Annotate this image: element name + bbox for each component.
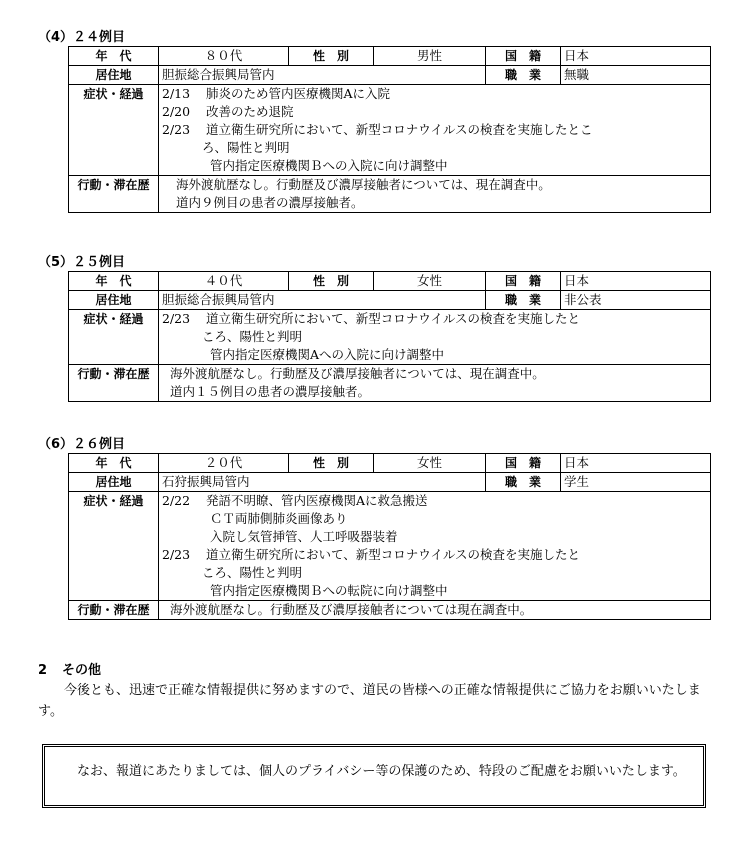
- symptoms-course: [159, 85, 711, 176]
- history-line: 海外渡航歴なし。行動歴及び濃厚接触者については、現在調査中。: [176, 177, 551, 192]
- age-value: ２０代: [159, 454, 289, 473]
- history-value: [159, 176, 711, 213]
- course-line: 2/23 道立衛生研究所において、新型コロナウイルスの検査を実施したとこ: [162, 122, 593, 137]
- residence-label: 居住地: [69, 66, 159, 85]
- history-line: 海外渡航歴なし。行動歴及び濃厚接触者については現在調査中。: [170, 602, 533, 617]
- sex-label: 性 別: [289, 272, 374, 291]
- nationality-value: 日本: [561, 454, 711, 473]
- residence-value: 胆振総合振興局管内: [159, 291, 486, 310]
- nationality-value: 日本: [561, 47, 711, 66]
- course-line: ろ、陽性と判明: [202, 140, 290, 155]
- case-title: （4）２４例目: [38, 30, 126, 45]
- symptoms-label: 症状・経過: [69, 310, 159, 365]
- section-heading: [38, 659, 101, 678]
- course-line: 2/13 肺炎のため管内医療機関Aに入院: [162, 86, 391, 101]
- history-line: 道内１５例目の患者の濃厚接触者。: [170, 384, 371, 399]
- symptoms-label: 症状・経過: [69, 85, 159, 176]
- notice-box: なお、報道にあたりましては、個人のプライバシー等の保護のため、特段のご配慮をお願いいたします。: [42, 744, 706, 808]
- sex-value: 女性: [374, 272, 486, 291]
- nationality-label: 国 籍: [486, 272, 561, 291]
- history-line: 海外渡航歴なし。行動歴及び濃厚接触者については、現在調査中。: [170, 366, 545, 381]
- age-label: 年 代: [69, 454, 159, 473]
- sex-label: 性 別: [289, 47, 374, 66]
- section-paragraph: 今後とも、迅速で正確な情報提供に努めますので、道民の皆様への正確な情報提供にご協力をお願いいたします。: [38, 683, 701, 719]
- residence-label: 居住地: [69, 473, 159, 492]
- course-line: 管内指定医療機関Aへの入院に向け調整中: [210, 347, 445, 362]
- residence-label: 居住地: [69, 291, 159, 310]
- history-line: 道内９例目の患者の濃厚接触者。: [176, 195, 364, 210]
- history-label: 行動・滞在歴: [69, 176, 159, 213]
- occupation-value: 無職: [561, 66, 711, 85]
- course-line: 管内指定医療機関Ｂへの転院に向け調整中: [210, 583, 448, 598]
- occupation-label: 職 業: [486, 66, 561, 85]
- age-value: ８０代: [159, 47, 289, 66]
- sex-label: 性 別: [289, 454, 374, 473]
- course-line: 2/23 道立衛生研究所において、新型コロナウイルスの検査を実施したと: [162, 311, 581, 326]
- history-label: 行動・滞在歴: [69, 601, 159, 620]
- case-table: [68, 271, 711, 402]
- nationality-label: 国 籍: [486, 47, 561, 66]
- history-value: [159, 601, 711, 620]
- history-value: [159, 365, 711, 402]
- occupation-value: 学生: [561, 473, 711, 492]
- course-line: 入院し気管挿管、人工呼吸器装着: [210, 529, 398, 544]
- course-line: 2/22 発語不明瞭、管内医療機関Aに救急搬送: [162, 493, 428, 508]
- age-label: 年 代: [69, 272, 159, 291]
- age-label: 年 代: [69, 47, 159, 66]
- residence-value: 胆振総合振興局管内: [159, 66, 486, 85]
- case-24: [38, 30, 710, 213]
- course-line: ころ、陽性と判明: [202, 565, 303, 580]
- symptoms-label: 症状・経過: [69, 492, 159, 601]
- course-line: 管内指定医療機関Ｂへの入院に向け調整中: [210, 158, 448, 173]
- occupation-label: 職 業: [486, 473, 561, 492]
- sex-value: 女性: [374, 454, 486, 473]
- history-label: 行動・滞在歴: [69, 365, 159, 402]
- course-line: ころ、陽性と判明: [202, 329, 303, 344]
- case-26: [38, 437, 710, 620]
- age-value: ４０代: [159, 272, 289, 291]
- symptoms-course: [159, 492, 711, 601]
- case-table: [68, 453, 711, 620]
- sex-value: 男性: [374, 47, 486, 66]
- case-title: （5）２５例目: [38, 255, 126, 270]
- symptoms-course: [159, 310, 711, 365]
- case-title: （6）２６例目: [38, 437, 126, 452]
- nationality-label: 国 籍: [486, 454, 561, 473]
- course-line: ＣＴ両肺側肺炎画像あり: [210, 511, 348, 526]
- section-number: 2: [38, 663, 48, 678]
- section-title: その他: [62, 663, 102, 678]
- case-25: [38, 255, 710, 402]
- case-table: [68, 46, 711, 213]
- nationality-value: 日本: [561, 272, 711, 291]
- residence-value: 石狩振興局管内: [159, 473, 486, 492]
- course-line: 2/23 道立衛生研究所において、新型コロナウイルスの検査を実施したと: [162, 547, 581, 562]
- course-line: 2/20 改善のため退院: [162, 104, 294, 119]
- occupation-value: 非公表: [561, 291, 711, 310]
- occupation-label: 職 業: [486, 291, 561, 310]
